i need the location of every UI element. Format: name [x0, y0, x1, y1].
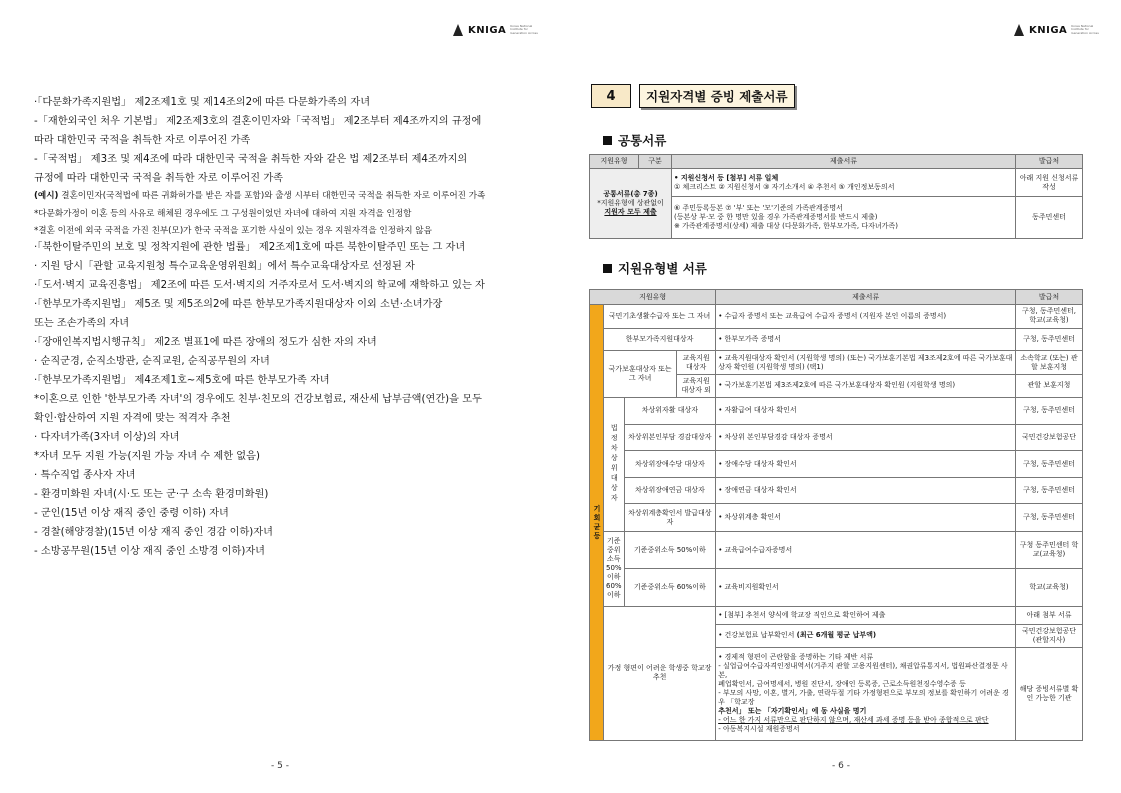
- common-docs-table: [589, 154, 1083, 239]
- doc-line: - 아동복지시설 재원증명서: [718, 725, 800, 734]
- type-cell: 국가보훈대상자 또는 그 자녀: [604, 350, 677, 397]
- logo-text: KNIGA: [1029, 24, 1068, 36]
- doc-cell: • 수급자 증명서 또는 교육급여 수급자 증명서 (지원자 본인 이름의 증명서): [716, 305, 1016, 328]
- square-bullet-icon: [603, 136, 612, 145]
- list-item: ·「다문화가족지원법」 제2조제1호 및 제14조의2에 따른 다문화가족의 자녀: [34, 97, 371, 108]
- doc-line: - 부모의 사망, 이혼, 별거, 가출, 연락두절 기타 가정형편으로 부모의 정보를 확인하기 어려운 경우 「학교장: [718, 689, 1009, 707]
- list-item: 규정에 따라 대한민국 국적을 취득한 자로 이루어진 가족: [34, 173, 284, 184]
- logo-sub: Korea National Institute for Generation Across: [1071, 23, 1099, 35]
- list-item: - 군인(15년 이상 재직 중인 중령 이하) 자녀: [34, 508, 229, 519]
- doc-line: - 실업급여수급자격인정내역서(거주지 관할 고용지원센터), 채권압류통지서, 법원파산결정문 사본,: [718, 662, 1008, 680]
- common-type-note: *지원유형에 상관없이: [597, 199, 664, 207]
- type-cell: 차상위자활 대상자: [624, 397, 716, 424]
- list-item: · 특수직업 종사자 자녀: [34, 470, 136, 481]
- list-item: 확인·합산하여 지원 자격에 맞는 적격자 추천: [34, 413, 231, 424]
- subtype-cell: 교육지원 대상자: [677, 350, 716, 374]
- list-item: · 순직군경, 순직소방관, 순직교원, 순직공무원의 자녀: [34, 356, 270, 367]
- kniga-logo: [452, 24, 544, 36]
- type-cell: 차상위계층확인서 발급대상자: [624, 504, 716, 531]
- list-item: *다문화가정이 이혼 등의 사유로 해체된 경우에도 그 구성원이었던 자녀에 대하여 지원 자격을 인정함: [34, 209, 412, 219]
- example-label: (예시): [34, 191, 59, 201]
- doc-cell: • 교육지원대상자 확인서 (지원학생 명의) (또는) 국가보훈기본법 제3조제2호에 따른 국가보훈대상자 확인원 (지원학생 명의) (택1): [716, 350, 1016, 374]
- issuer-cell: 구청, 동주민센터, 학교(교육청): [1016, 305, 1083, 328]
- logo-sub: Korea National Institute for Generation Across: [510, 23, 538, 35]
- type-cell: 차상위본인부담 경감대상자: [624, 425, 716, 451]
- col-header: 발급처: [1016, 155, 1083, 169]
- type-cell: 국민기초생활수급자 또는 그 자녀: [604, 305, 716, 328]
- right-page: [561, 0, 1121, 793]
- type-docs-heading: [603, 259, 707, 277]
- col-header: 제출서류: [672, 155, 1016, 169]
- list-item: 또는 조손가족의 자녀: [34, 318, 130, 329]
- common-type-label: 공통서류(총 7종): [603, 190, 658, 198]
- list-item: ·「한부모가족지원법」 제5조 및 제5조의2에 따른 한부모가족지원대상자 이외 소년·소녀가장: [34, 299, 443, 310]
- doc-cell: • 장애연금 대상자 확인서: [716, 477, 1016, 503]
- example-text: 결혼이민자(국적법에 따른 귀화허가를 받은 자를 포함)와 출생 시부터 대한민국 국적을 취득한 자로 이루어진 가족: [58, 191, 486, 201]
- issuer-cell: 구청, 동주민센터: [1016, 477, 1083, 503]
- list-item: ·「도서·벽지 교육진흥법」 제2조에 따른 도서·벽지의 거주자로서 도서·벽지의 학교에 재학하고 있는 자: [34, 280, 485, 291]
- left-page: [0, 0, 560, 793]
- type-cell: 기준중위소득 60%이하: [624, 569, 716, 607]
- issuer-cell: 아래 지원 신청서류 작성: [1016, 169, 1083, 197]
- list-item: - 소방공무원(15년 이상 재직 중인 소방경 이하)자녀: [34, 546, 265, 557]
- group-label: 기회균등: [590, 305, 604, 741]
- doc-note: ※ 가족관계증명서(상세) 제출 대상 (다문화가족, 한부모가족, 다자녀가족): [674, 222, 898, 230]
- square-bullet-icon: [603, 264, 612, 273]
- type-cell: 기준중위소득 50%이하: [624, 531, 716, 569]
- doc-cell: • 차상위 본인부담경감 대상자 증명서: [716, 425, 1016, 451]
- section-number: 4: [591, 84, 631, 108]
- doc-cell: • 교육급여수급자증명서: [716, 531, 1016, 569]
- common-docs-heading: [603, 131, 666, 149]
- median-group-label: 기준중위소득 50% 이하 60% 이하: [604, 531, 625, 606]
- logo-text: KNIGA: [468, 24, 507, 36]
- col-header: 발급처: [1016, 290, 1083, 305]
- issuer-cell: 동주민센터: [1016, 197, 1083, 239]
- list-item: ·「북한이탈주민의 보호 및 정착지원에 관한 법률」 제2조제1호에 따른 북한이탈주민 또는 그 자녀: [34, 242, 466, 253]
- issuer-cell: 관할 보훈지청: [1016, 375, 1083, 397]
- list-item-example: [34, 190, 485, 203]
- list-item: - 환경미화원 자녀(시·도 또는 군·구 소속 환경미화원): [34, 489, 269, 500]
- issuer-cell: 해당 증빙서류별 확인 가능한 기관: [1016, 647, 1083, 741]
- issuer-cell: 국민건강보험공단 (관할지사): [1016, 625, 1083, 647]
- page-number: - 5 -: [271, 761, 289, 771]
- type-cell: 한부모가족지원대상자: [604, 328, 716, 350]
- subtype-cell: 교육지원 대상자 외: [677, 375, 716, 397]
- doc-cell: [716, 625, 1016, 647]
- table-cell: [672, 197, 1016, 239]
- col-header: 지원유형: [590, 290, 716, 305]
- doc-cell: • 국가보훈기본법 제3조제2호에 따른 국가보훈대상자 확인원 (지원학생 명의): [716, 375, 1016, 397]
- doc-text: • 건강보험료 납부확인서: [718, 631, 797, 640]
- col-header: 제출서류: [716, 290, 1016, 305]
- doc-cell: • 교육비지원확인서: [716, 569, 1016, 607]
- type-cell: 차상위장애연금 대상자: [624, 477, 716, 503]
- common-docs-title: 공통서류: [618, 133, 667, 148]
- kniga-logo-icon: [1013, 24, 1025, 36]
- section-title: 지원자격별 증빙 제출서류: [639, 84, 795, 108]
- list-item: -「국적법」 제3조 및 제4조에 따라 대한민국 국적을 취득한 자와 같은 법 제2조부터 제4조까지의: [34, 154, 468, 165]
- col-header: 구분: [639, 155, 672, 169]
- list-item: *결혼 이전에 외국 국적을 가진 친부(모)가 한국 국적을 포기한 사실이 있는 경우 지원자격을 인정하지 않음: [34, 226, 432, 236]
- table-cell: [672, 169, 1016, 197]
- list-item: *자녀 모두 지원 가능(지원 가능 자녀 수 제한 없음): [34, 451, 260, 462]
- issuer-cell: 구청 동주민센터 학교(교육청): [1016, 531, 1083, 569]
- doc-cell: • 장애수당 대상자 확인서: [716, 451, 1016, 477]
- doc-detail: ⑥ 주민등록등본 ⑦ '부' 또는 '모'기준의 가족관계증명서: [674, 204, 843, 212]
- type-docs-table: [589, 289, 1083, 741]
- kniga-logo: [1013, 24, 1105, 36]
- doc-line: 추천서」 또는 「자기확인서」에 동 사실을 명기: [718, 707, 867, 716]
- type-docs-title: 지원유형별 서류: [618, 261, 707, 276]
- list-item: - 경찰(해양경찰)(15년 이상 재직 중인 경감 이하)자녀: [34, 527, 273, 538]
- issuer-cell: 구청, 동주민센터: [1016, 451, 1083, 477]
- list-item: 따라 대한민국 국적을 취득한 자로 이루어진 가족: [34, 135, 251, 146]
- doc-cell: • 차상위계층 확인서: [716, 504, 1016, 531]
- doc-text-bold: (최근 6개월 평균 납부액): [796, 631, 877, 640]
- doc-title: • 지원신청서 등 [첨부] 서류 일체: [674, 173, 779, 182]
- issuer-cell: 아래 첨부 서류: [1016, 606, 1083, 624]
- list-item: ·「장애인복지법시행규칙」 제2조 별표1에 따른 장애의 정도가 심한 자의 자녀: [34, 337, 377, 348]
- doc-cell: • 자활급여 대상자 확인서: [716, 397, 1016, 424]
- doc-detail: (등본상 부·모 중 한 명만 있을 경우 가족관계증명서를 반드시 제출): [674, 213, 878, 221]
- col-header: 지원유형: [590, 155, 639, 169]
- doc-line: 폐업확인서, 금여명세서, 병원 진단서, 장애인 등록증, 근로소득원천징수영수증 등: [718, 680, 966, 689]
- section-header: [591, 84, 795, 108]
- list-item: · 다자녀가족(3자녀 이상)의 자녀: [34, 432, 180, 443]
- doc-line: - 어느 한 가지 서류만으로 판단하지 않으며, 재산세 과세 증명 등을 받아 종합적으로 판단: [718, 716, 989, 725]
- issuer-cell: 구청, 동주민센터: [1016, 328, 1083, 350]
- doc-cell: • [첨부] 추천서 양식에 학교장 직인으로 확인하여 제출: [716, 606, 1016, 624]
- doc-cell: [716, 647, 1016, 741]
- list-item: ·「한부모가족지원법」 제4조제1호~제5호에 따른 한부모가족 자녀: [34, 375, 330, 386]
- page-number: - 6 -: [832, 761, 850, 771]
- common-type-cell: [590, 169, 672, 239]
- list-item: -「재한외국인 처우 기본법」 제2조제3호의 결혼이민자와「국적법」 제2조부터 제4조까지의 규정에: [34, 116, 482, 127]
- doc-detail: ① 체크리스트 ② 지원신청서 ③ 자기소개서 ④ 추천서 ⑤ 개인정보동의서: [674, 182, 895, 191]
- common-type-note2: 지원자 모두 제출: [604, 208, 657, 216]
- issuer-cell: 구청, 동주민센터: [1016, 397, 1083, 424]
- issuer-cell: 소속학교 (또는) 관할 보훈지청: [1016, 350, 1083, 374]
- list-item: *이혼으로 인한 '한부모가족 자녀'의 경우에도 친부·친모의 건강보험료, 재산세 납부금액(연간)을 모두: [34, 394, 482, 405]
- type-cell: 차상위장애수당 대상자: [624, 451, 716, 477]
- type-cell: 가정 형편이 어려운 학생중 학교장 추천: [604, 606, 716, 740]
- legal-group-label: 법정차상위대상자: [604, 397, 625, 531]
- issuer-cell: 학교(교육청): [1016, 569, 1083, 607]
- doc-cell: • 한부모가족 증명서: [716, 328, 1016, 350]
- issuer-cell: 국민건강보험공단: [1016, 425, 1083, 451]
- list-item: · 지원 당시「관할 교육지원청 특수교육운영위원회」에서 특수교육대상자로 선정된 자: [34, 261, 415, 272]
- kniga-logo-icon: [452, 24, 464, 36]
- issuer-cell: 구청, 동주민센터: [1016, 504, 1083, 531]
- doc-line: • 경제적 형편이 곤란함을 증명하는 기타 제반 서류: [718, 653, 874, 662]
